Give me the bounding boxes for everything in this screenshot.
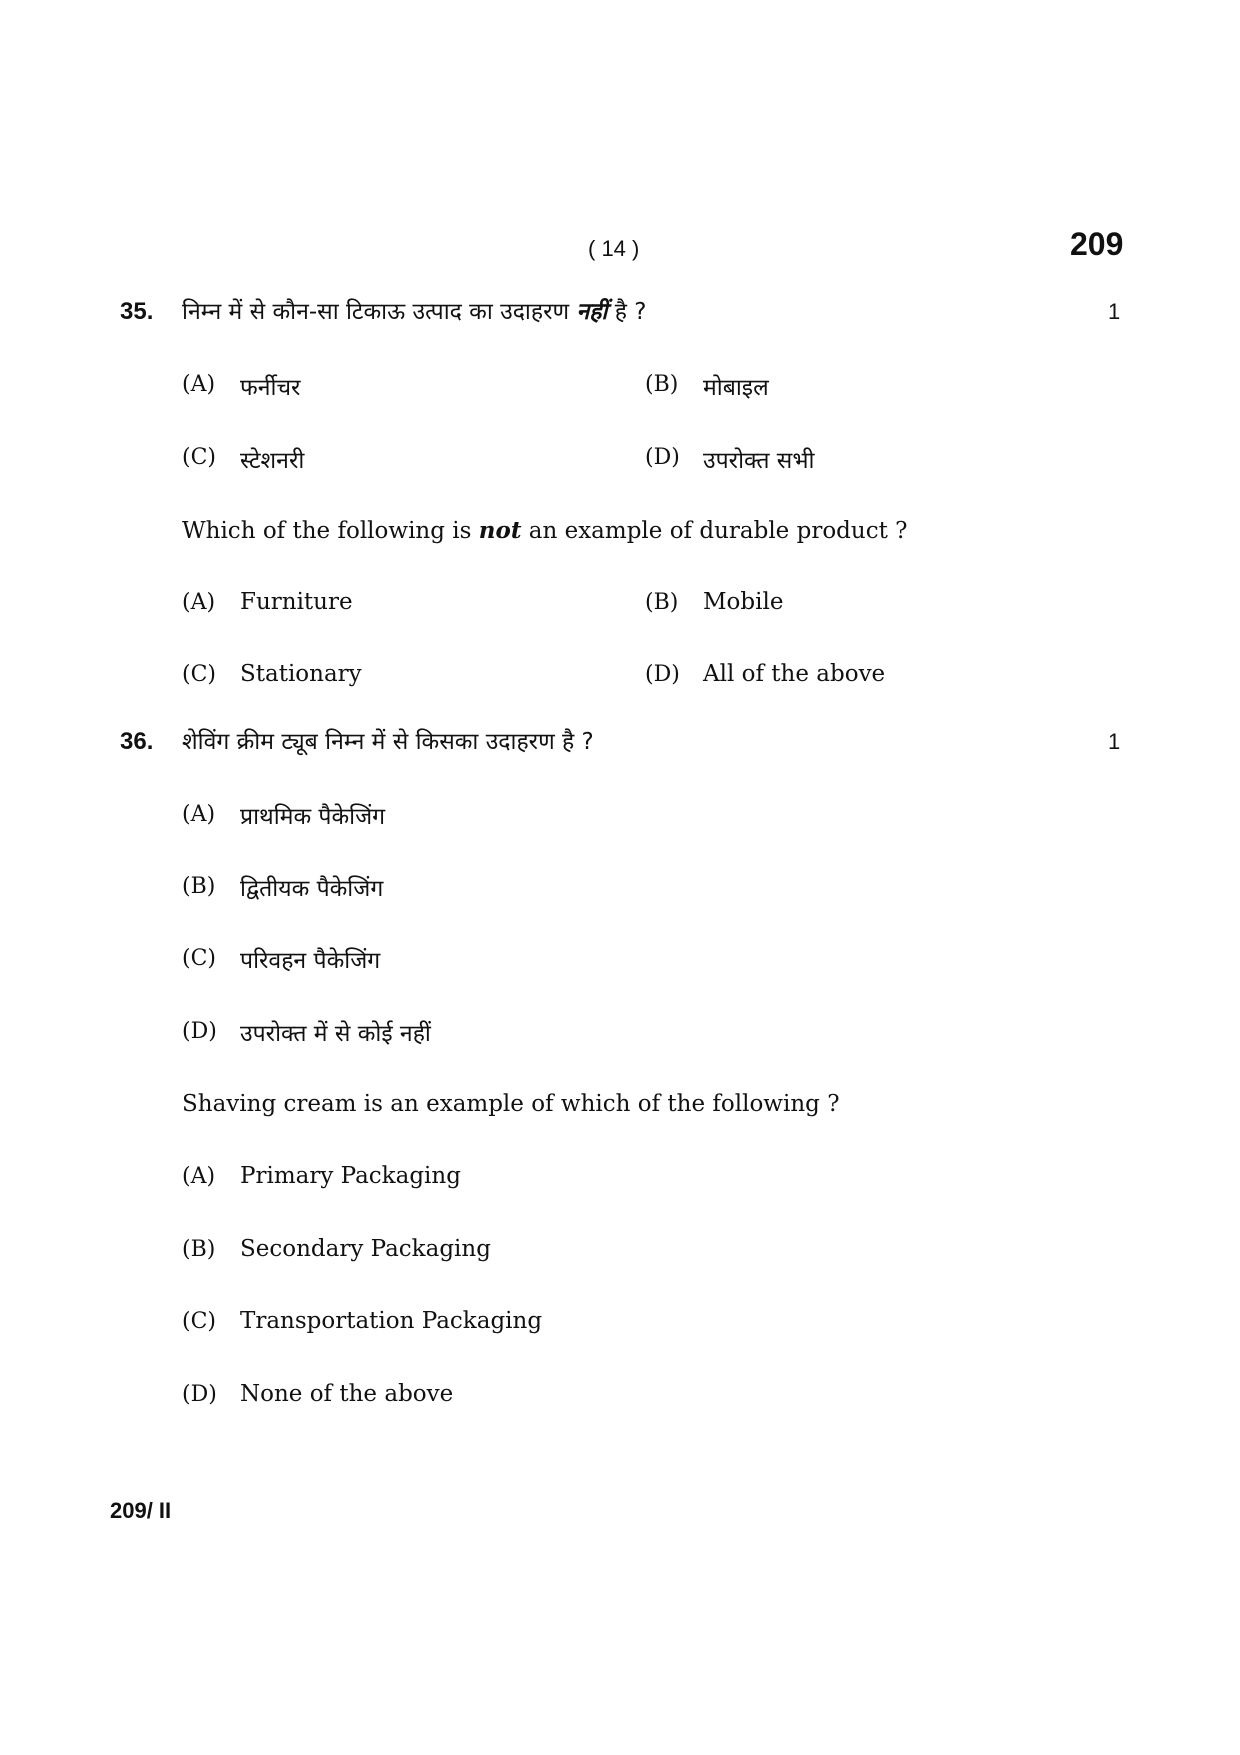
option-label: (D) (182, 1382, 217, 1407)
option-text: उपरोक्त सभी (703, 448, 815, 474)
option-text: फर्नीचर (240, 375, 301, 401)
option-label: (C) (182, 445, 216, 470)
paper-code: 209 (1070, 226, 1124, 262)
question-number: 35. (120, 298, 154, 325)
option-text: Mobile (703, 589, 784, 615)
option-label: (D) (645, 445, 680, 470)
option-label: (C) (182, 946, 216, 971)
footer-code: 209/ II (110, 1498, 172, 1523)
option-text: मोबाइल (703, 375, 769, 401)
emphasis-word: नहीं (576, 299, 608, 325)
option-text: द्वितीयक पैकेजिंग (240, 876, 384, 902)
option-text: Transportation Packaging (240, 1308, 543, 1334)
option-label: (B) (182, 874, 216, 899)
option-label: (B) (645, 372, 679, 397)
question-number: 36. (120, 728, 154, 755)
question-text-hindi: निम्न में से कौन-सा टिकाऊ उत्पाद का उदाहरण नहीं है ? (182, 299, 647, 325)
option-text: स्टेशनरी (240, 448, 305, 474)
emphasis-word: not (478, 517, 522, 544)
question-text-english: Shaving cream is an example of which of the following ? (182, 1091, 840, 1117)
marks: 1 (1108, 729, 1121, 754)
option-label: (A) (182, 1164, 216, 1189)
option-label: (D) (182, 1019, 217, 1044)
question-text-english: Which of the following is not an example of durable product ? (182, 517, 908, 544)
option-text: Primary Packaging (240, 1163, 461, 1189)
option-text: प्राथमिक पैकेजिंग (240, 804, 386, 830)
option-text: Stationary (240, 661, 362, 687)
page-number: ( 14 ) (588, 236, 640, 261)
marks: 1 (1108, 299, 1121, 324)
option-label: (D) (645, 662, 680, 687)
question-text-hindi: शेविंग क्रीम ट्यूब निम्न में से किसका उदाहरण है ? (182, 729, 594, 755)
option-label: (A) (182, 372, 216, 397)
option-text: All of the above (703, 661, 886, 687)
option-text: Secondary Packaging (240, 1236, 491, 1262)
option-text: None of the above (240, 1381, 454, 1407)
option-label: (C) (182, 662, 216, 687)
option-text: परिवहन पैकेजिंग (240, 948, 381, 974)
option-label: (B) (182, 1237, 216, 1262)
option-label: (C) (182, 1309, 216, 1334)
option-label: (A) (182, 802, 216, 827)
option-text: Furniture (240, 589, 353, 615)
option-label: (B) (645, 590, 679, 615)
option-label: (A) (182, 590, 216, 615)
option-text: उपरोक्त में से कोई नहीं (240, 1021, 431, 1047)
